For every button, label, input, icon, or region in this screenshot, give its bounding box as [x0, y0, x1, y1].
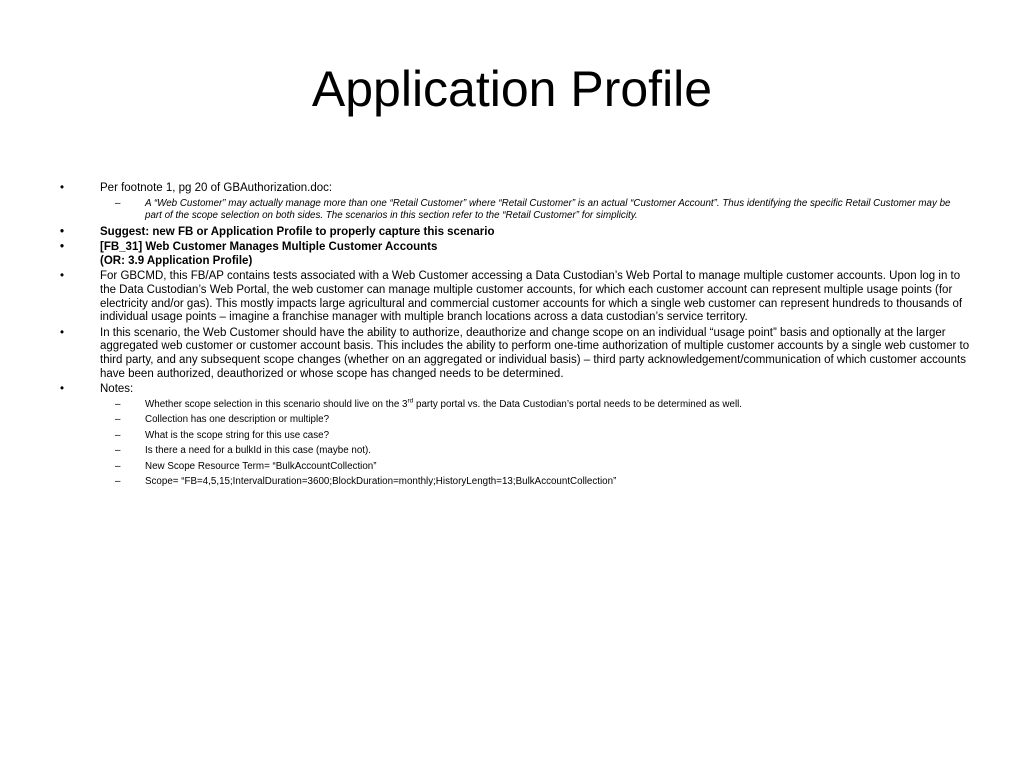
note-text	[145, 399, 742, 410]
bullet-scenario	[60, 327, 970, 381]
note-resource-term	[100, 461, 970, 474]
bullet-marker: •	[60, 225, 65, 238]
note-text: Collection has one description or multiple?	[145, 414, 330, 426]
bullet-text: For GBCMD, this FB/AP contains tests associated with a Web Customer accessing a Data Custodian’s Web Portal to manage multiple customer accounts. Upon log in to the Data Custodian’s Web Portal, the web customer can manage multiple customer accounts, for which each customer account can represent multiple usage points (for electricity and/or gas). This mostly impacts large agricultural and commercial customer accounts for which a single web customer can represent hundreds to thousands of individual usage points – imagine a franchise manager with multiple branch locations across a data custodian’s service territory.	[100, 270, 963, 324]
note-text: What is the scope string for this use case?	[145, 429, 330, 441]
bullet-notes	[60, 383, 970, 489]
bullet-marker: •	[60, 270, 65, 283]
note-text: Is there a need for a bulkId in this case (maybe not).	[145, 445, 371, 457]
note-text-pre: Whether scope selection in this scenario should live on the 3	[145, 398, 408, 410]
ordinal-superscript: rd	[407, 397, 414, 405]
note-collection	[100, 414, 970, 427]
bullet-footnote	[60, 182, 970, 223]
bullet-text-line1: [FB_31] Web Customer Manages Multiple Customer Accounts	[100, 241, 438, 254]
dash-marker: –	[115, 197, 121, 209]
bullet-gbcmd	[60, 270, 970, 324]
notes-sub-list	[100, 399, 970, 489]
bullet-text: Notes:	[100, 383, 134, 396]
note-scope-string	[100, 430, 970, 443]
bullet-suggest	[60, 226, 970, 240]
note-bulkid	[100, 445, 970, 458]
dash-marker: –	[115, 445, 121, 457]
slide-title: Application Profile	[311, 61, 713, 117]
note-text-post: party portal vs. the Data Custodian’s portal needs to be determined as well.	[413, 398, 743, 410]
bullet-marker: •	[60, 383, 65, 396]
note-scope	[100, 476, 970, 489]
slide-body	[60, 182, 970, 492]
dash-marker: –	[115, 398, 121, 410]
dash-marker: –	[115, 460, 121, 472]
bullet-marker: •	[60, 326, 65, 339]
bullet-marker: •	[60, 182, 65, 194]
dash-marker: –	[115, 414, 121, 426]
bullet-fb31	[60, 241, 970, 268]
bullet-text-line2: (OR: 3.9 Application Profile)	[100, 254, 253, 267]
dash-marker: –	[115, 476, 121, 488]
bullet-text: Per footnote 1, pg 20 of GBAuthorization.doc:	[100, 182, 333, 194]
sub-bullet-text: A “Web Customer” may actually manage more than one “Retail Customer” where “Retail Customer” is an actual “Customer Account”. Thus identifying the specific Retail Customer may be part of the scope selection on both sides. The scenarios in this section refer to the “Retail Customer” for simplicity.	[145, 197, 951, 222]
sub-bullet-web-customer	[100, 198, 970, 223]
bullet-text: In this scenario, the Web Customer should have the ability to authorize, deauthorize and change scope on an individual “usage point” basis and optionally at the larger aggregated web customer or customer account basis. This includes the ability to perform one-time authorization of multiple customer accounts by a single web customer to third party, and any subsequent scope changes (whether on an aggregated or individual basis) – third party acknowledgement/communication of which customer accounts have been authorized, deauthorized or whose scope has changed needs to be determined.	[100, 326, 970, 380]
sub-list	[100, 198, 970, 223]
note-scope-selection	[100, 399, 970, 412]
bullet-marker: •	[60, 241, 65, 254]
bullet-text: Suggest: new FB or Application Profile to properly capture this scenario	[100, 225, 495, 238]
note-text: New Scope Resource Term= “BulkAccountCollection”	[145, 460, 377, 472]
note-text: Scope= “FB=4,5,15;IntervalDuration=3600;BlockDuration=monthly;HistoryLength=13;BulkAccountCollection”	[145, 476, 617, 488]
dash-marker: –	[115, 429, 121, 441]
